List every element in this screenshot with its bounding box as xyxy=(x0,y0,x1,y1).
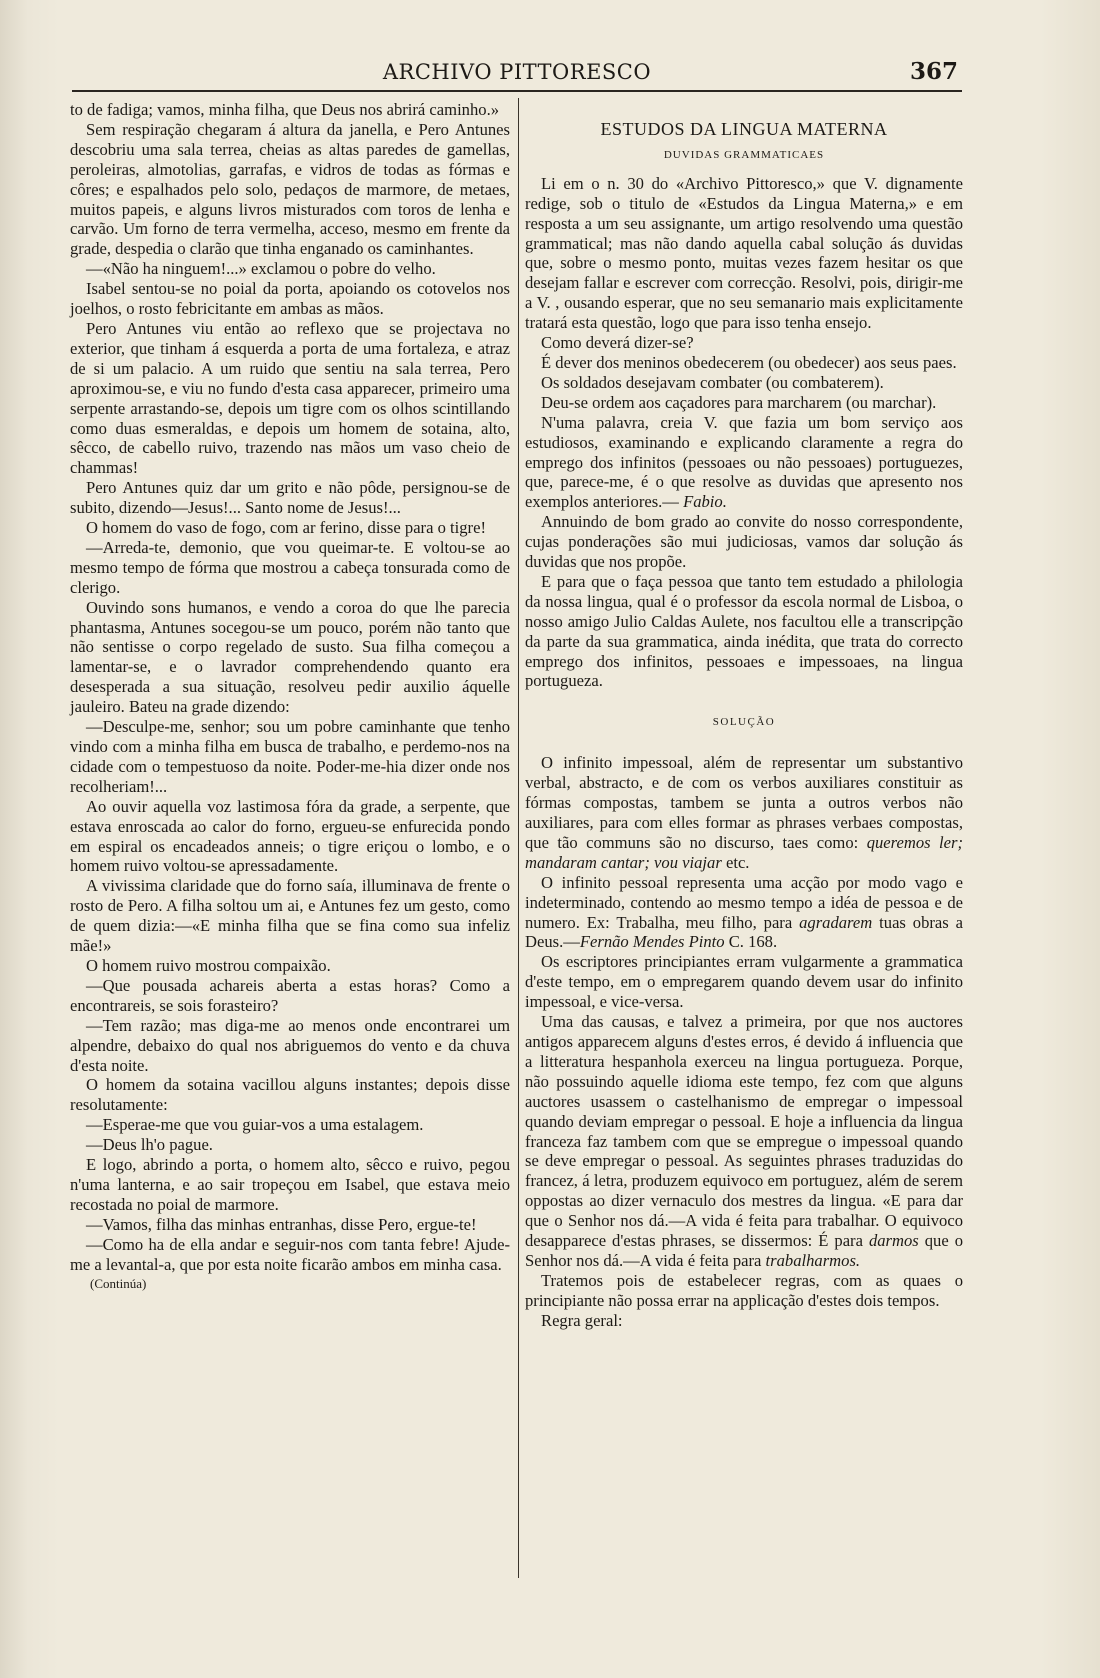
solution-paragraph: Tratemos pois de estabelecer regras, com as quaes o principiante não possa errar na applicação d'estes dois tempos. xyxy=(525,1270,963,1310)
solution-example: agradarem xyxy=(799,912,873,932)
solution-paragraph xyxy=(525,753,963,872)
article-subtitle: DUVIDAS GRAMMATICAES xyxy=(663,148,825,161)
periodical-title: ARCHIVO PITTORESCO xyxy=(382,60,652,84)
story-paragraph: O homem do vaso de fogo, com ar ferino, disse para o tigre! xyxy=(86,518,486,538)
story-paragraph: —Arreda-te, demonio, que vou queimar-te. E voltou-se ao mesmo tempo de fórma que mostrou a cabeça tonsurada como de clerigo. xyxy=(70,537,510,597)
story-paragraph: Pero Antunes viu então ao reflexo que se projectava no exterior, que tinham á esquerda a porta de uma fortaleza, e atraz de si um palacio. A um ruido que sentiu na sala terrea, Pero aproximou-se, e viu no fundo d'esta casa apparecer, primeiro uma serpente arrastando-se, depois um tigre com os olhos scintillando como duas esmeraldas, e depois um homem de sotaina, alto, sêcco, de cabello ruivo, trazendo nas mãos um vaso cheio de chammas! xyxy=(70,318,510,478)
story-paragraph: Ao ouvir aquella voz lastimosa fóra da grade, a serpente, que estava enroscada ao calor do forno, ergueu-se enfurecida pondo em espiral os encadeados anneis; o tigre eriçou o lombo, e o homem ruivo voltou-se apressadamente. xyxy=(70,796,510,876)
solution-paragraph: Regra geral: xyxy=(541,1310,623,1330)
solution-text: etc. xyxy=(725,852,750,872)
story-paragraph: E logo, abrindo a porta, o homem alto, sêcco e ruivo, pegou n'uma lanterna, e ao sair tropeçou em Isabel, que estava meio recostada no poial de marmore. xyxy=(70,1155,510,1214)
letter-text: N'uma palavra, creia V. que fazia um bom serviço aos estudiosos, examinando e explicando claramente a regra do emprego dos infinitos (pessoaes ou não pessoaes) portuguezes, que, parece-me, é o que resolve as duvidas que apresento nos exemplos anteriores.— xyxy=(525,412,963,512)
story-paragraph: O homem da sotaina vacillou alguns instantes; depois disse resolutamente: xyxy=(70,1075,510,1115)
story-paragraph: —Esperae-me que vou guiar-vos a uma estalagem. xyxy=(86,1115,424,1135)
solution-text: tuas obras a Deus.— xyxy=(525,912,963,952)
editor-paragraph: Annuindo de bom grado ao convite do nosso correspondente, cujas ponderações são mui judiciosas, vamos dar solução ás duvidas que nos propõe. xyxy=(525,512,963,572)
cited-author: Fernão Mendes Pinto xyxy=(579,932,725,952)
story-paragraph: Pero Antunes quiz dar um grito e não pôde, persignou-se de subito, dizendo—Jesus!... Santo nome de Jesus!... xyxy=(70,478,510,518)
story-paragraph: Sem respiração chegaram á altura da janella, e Pero Antunes descobriu uma sala terrea, cheias as altas paredes de gamellas, peroleiras, almotolias, garrafas, e vidros de todas as fórmas e côres; e espalhados pelo solo, pedaços de marmore, de metaes, muitos papeis, e alguns livros misturados com toros de lenha e carvão. Um forno de terra vermelha, acceso, mesmo em frente da grade, despedia o clarão que tinha enganado os caminhantes. xyxy=(70,119,510,259)
solution-text: C. 168. xyxy=(728,932,778,952)
right-column xyxy=(525,100,963,1331)
solution-example: queremos ler; mandaram cantar; vou viajar xyxy=(525,832,963,872)
letter-paragraph: É dever dos meninos obedecerem (ou obedecer) aos seus paes. xyxy=(541,352,957,372)
solution-text: O infinito impessoal, além de representar um substantivo verbal, abstracto, e de com os verbos auxiliares constituir as fórmas compostas, tambem se junta a outros verbos não auxiliares, para com elles formar as phrases verbaes compostas, que tão communs são no discurso, taes como: xyxy=(525,753,963,852)
solution-example: darmos xyxy=(868,1231,919,1251)
story-paragraph: —Deus lh'o pague. xyxy=(86,1135,213,1155)
solution-example: trabalharmos. xyxy=(765,1250,861,1270)
solution-text: O infinito pessoal representa uma acção por modo vago e indeterminado, contendo ao mesmo tempo a idéa de pessoa e de numero. Ex: Trabalha, meu filho, para xyxy=(525,872,963,932)
letter-paragraph: Deu-se ordem aos caçadores para marcharem (ou marchar). xyxy=(541,392,937,412)
story-paragraph: A vivissima claridade que do forno saía, illuminava de frente o rosto de Pero. A filha soltou um ai, e Antunes fez um gesto, como de quem dizia:—«E minha filha que se fina como sua infeliz mãe!» xyxy=(70,876,510,956)
story-paragraph: —«Não ha ninguem!...» exclamou o pobre do velho. xyxy=(86,259,436,279)
story-paragraph: —Que pousada achareis aberta a estas horas? Como a encontrareis, se sois forasteiro? xyxy=(70,975,510,1015)
page-number: 367 xyxy=(909,58,958,85)
solution-paragraph xyxy=(525,1012,963,1271)
letter-paragraph: Os soldados desejavam combater (ou combaterem). xyxy=(541,372,884,392)
column-divider xyxy=(518,98,519,1578)
article-title: ESTUDOS DA LINGUA MATERNA xyxy=(600,119,888,139)
story-paragraph: —Desculpe-me, senhor; sou um pobre caminhante que tenho vindo com a minha filha em busca de trabalho, e perdemo-nos na cidade com o tempestuoso da noite. Poder-me-hia dizer onde nos recolheriam!... xyxy=(70,717,510,796)
story-paragraph: O homem ruivo mostrou compaixão. xyxy=(86,955,331,975)
letter-signature: Fabio. xyxy=(683,492,727,512)
solution-paragraph xyxy=(525,873,963,953)
section-heading: SOLUÇÃO xyxy=(712,716,776,729)
solution-paragraph: Os escriptores principiantes erram vulgarmente a grammatica d'este tempo, em o empregarem quando devem usar do infinito impessoal, e vice-versa. xyxy=(525,952,963,1012)
continued-note: (Continúa) xyxy=(90,1276,147,1292)
letter-paragraph xyxy=(525,413,963,513)
story-paragraph: Ouvindo sons humanos, e vendo a coroa do que lhe parecia phantasma, Antunes socegou-se um pouco, porém não tanto que não sentisse o corpo regelado de susto. Sua filha começou a lamentar-se, e o lavrador comprehendendo quanto era desesperada a sua situação, resolveu pedir auxilio áquelle jauleiro. Bateu na grade dizendo: xyxy=(70,597,510,717)
letter-paragraph: Como deverá dizer-se? xyxy=(541,333,694,353)
story-paragraph: —Tem razão; mas diga-me ao menos onde encontrarei um alpendre, debaixo do qual nos abriguemos do vento e da chuva d'esta noite. xyxy=(70,1015,510,1075)
left-column xyxy=(70,100,510,1294)
story-paragraph: Isabel sentou-se no poial da porta, apoiando os cotovelos nos joelhos, o rosto febricitante em ambas as mãos. xyxy=(70,279,510,319)
letter-paragraph: Li em o n. 30 do «Archivo Pittoresco,» que V. dignamente redige, sob o titulo de «Estudos da Lingua Materna,» e em resposta a um seu assignante, um artigo resolvendo uma questão grammatical; mas não dando aquella cabal solução ás duvidas que, sobre o mesmo ponto, muitas vezes fazem hesitar os que desejam fallar e escrever com correcção. Resolvi, pois, dirigir-me a V. , ousando esperar, que no seu semanario mais explicitamente tratará esta questão, logo que para isso tenha ensejo. xyxy=(525,173,963,333)
story-paragraph: to de fadiga; vamos, minha filha, que Deus nos abrirá caminho.» xyxy=(70,100,500,119)
page-header xyxy=(72,56,962,92)
editor-paragraph: E para que o faça pessoa que tanto tem estudado a philologia da nossa lingua, qual é o professor da escola normal de Lisboa, o nosso amigo Julio Caldas Aulete, nos facultou elle a transcripção da parte da sua grammatica, ainda inédita, que trata do correcto emprego dos infinitos, pessoaes e impessoaes, na lingua portugueza. xyxy=(525,571,963,691)
solution-text: Uma das causas, e talvez a primeira, por que nos auctores antigos apparecem alguns d'estes erros, é devido á influencia que a litteratura hespanhola exerceu na lingua portugueza. Porque, não possuindo aquelle idioma este tempo, fez com que alguns auctores usassem o castelhanismo de empregar o impessoal quando deviam empregar o pessoal. E hoje a influencia da lingua franceza faz tambem com que se empregue o impessoal quando se deve empregar o pessoal. As seguintes phrases traduzidas do francez, á letra, produzem equivoco em portuguez, além de serem oppostas ao dizer vernaculo dos mestres da lingua. «E para dar que o Senhor nos dá.—A vida é feita para trabalhar. O equivoco desapparece d'estas phrases, se dissermos: É para xyxy=(525,1012,963,1251)
solution-text: que o Senhor nos dá.—A vida é feita para xyxy=(525,1231,963,1270)
story-paragraph: —Como ha de ella andar e seguir-nos com tanta febre! Ajude-me a levantal-a, que por esta noite ficarão ambos em minha casa. xyxy=(70,1234,510,1274)
story-paragraph: —Vamos, filha das minhas entranhas, disse Pero, ergue-te! xyxy=(86,1214,477,1234)
